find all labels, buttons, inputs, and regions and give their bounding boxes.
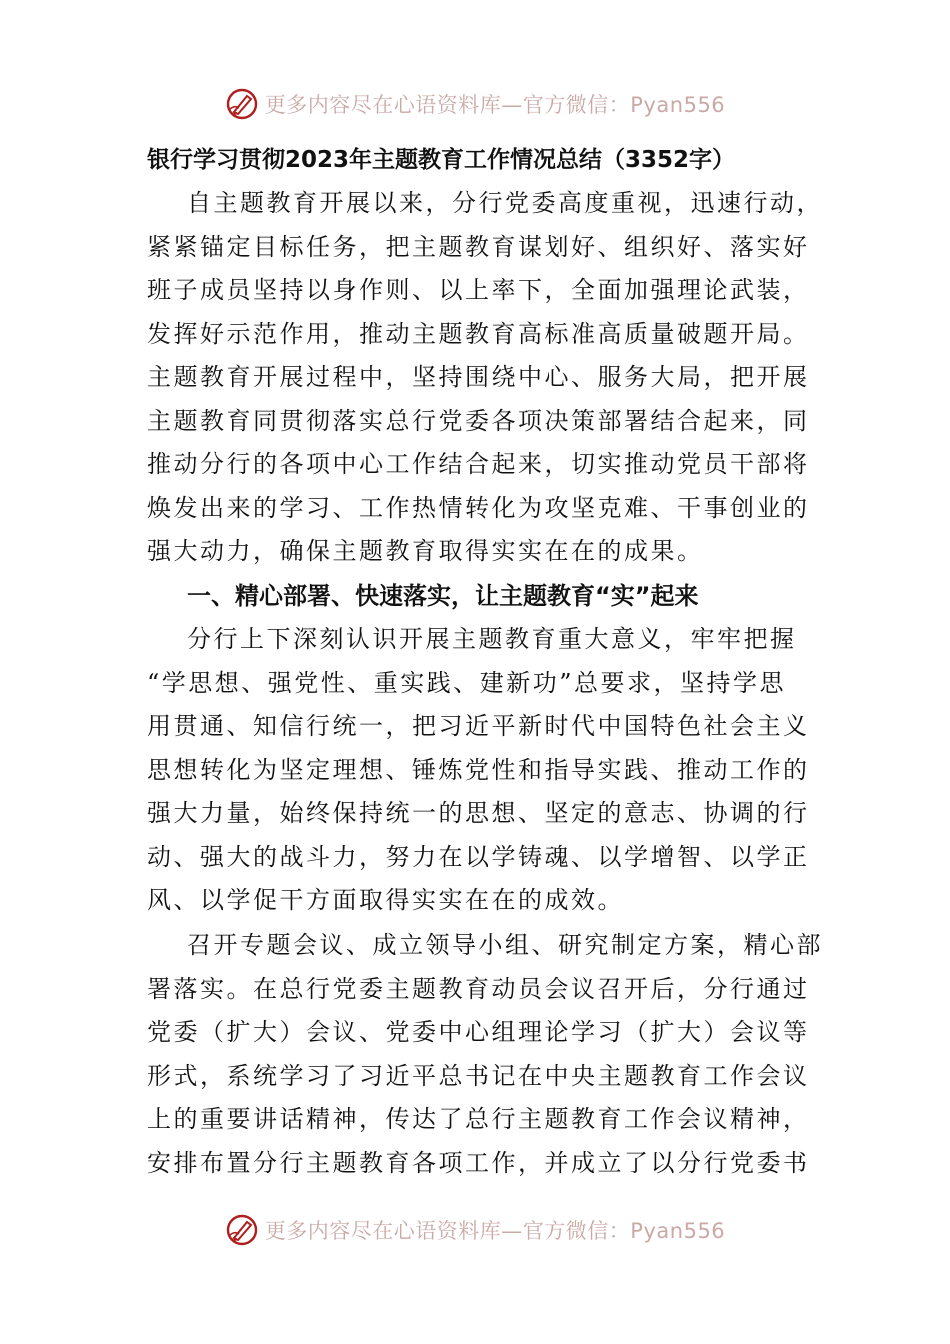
document-title: 银行学习贯彻2023年主题教育工作情况总结（3352字） — [147, 147, 736, 173]
paragraph-section1-a — [147, 618, 810, 923]
text-line: 班子成员坚持以身作则、以上率下，全面加强理论武装， — [147, 276, 810, 304]
watermark-text: 更多内容尽在心语资料库—官方微信：Pyan556 — [264, 1219, 726, 1243]
text-line: 主题教育同贯彻落实总行党委各项决策部署结合起来，同 — [147, 406, 810, 435]
watermark-text: 更多内容尽在心语资料库—官方微信：Pyan556 — [264, 93, 726, 117]
paragraph-section1-b — [147, 924, 823, 1185]
text-line: 紧紧锚定目标任务，把主题教育谋划好、组织好、落实好 — [147, 232, 810, 261]
text-line: 自主题教育开展以来，分行党委高度重视，迅速行动， — [187, 189, 823, 217]
pen-logo-icon — [225, 87, 259, 121]
text-line: 风、以学促干方面取得实实在在的成效。 — [147, 886, 624, 914]
text-line: 发挥好示范作用，推动主题教育高标准高质量破题开局。 — [147, 319, 810, 348]
text-line: 主题教育开展过程中，坚持围绕中心、服务大局，把开展 — [147, 363, 810, 391]
watermark-header — [0, 84, 950, 124]
text-line: 强大力量，始终保持统一的思想、坚定的意志、协调的行 — [147, 799, 810, 827]
text-line: 党委（扩大）会议、党委中心组理论学习（扩大）会议等 — [147, 1018, 810, 1046]
paragraph-intro — [147, 182, 823, 574]
text-line: “学思想、强党性、重实践、建新功”总要求，坚持学思 — [147, 668, 787, 697]
text-line: 安排布置分行主题教育各项工作，并成立了以分行党委书 — [147, 1148, 810, 1177]
text-line: 焕发出来的学习、工作热情转化为攻坚克难、干事创业的 — [147, 493, 810, 522]
text-line: 分行上下深刻认识开展主题教育重大意义，牢牢把握 — [187, 625, 797, 653]
text-line: 召开专题会议、成立领导小组、研究制定方案，精心部 — [187, 931, 823, 959]
text-line: 上的重要讲话精神，传达了总行主题教育工作会议精神， — [147, 1105, 810, 1133]
text-line: 动、强大的战斗力，努力在以学铸魂、以学增智、以学正 — [147, 842, 810, 871]
watermark-footer — [0, 1210, 950, 1250]
text-line: 推动分行的各项中心工作结合起来，切实推动党员干部将 — [147, 450, 810, 478]
text-line: 用贯通、知信行统一，把习近平新时代中国特色社会主义 — [147, 712, 810, 740]
section-heading-1: 一、精心部署、快速落实，让主题教育“实”起来 — [187, 582, 699, 610]
pen-logo-icon — [225, 1213, 259, 1247]
text-line: 强大动力，确保主题教育取得实实在在的成果。 — [147, 537, 704, 565]
text-line: 思想转化为坚定理想、锤炼党性和指导实践、推动工作的 — [147, 755, 810, 784]
text-line: 署落实。在总行党委主题教育动员会议召开后，分行通过 — [147, 974, 810, 1003]
text-line: 形式，系统学习了习近平总书记在中央主题教育工作会议 — [147, 1061, 810, 1090]
